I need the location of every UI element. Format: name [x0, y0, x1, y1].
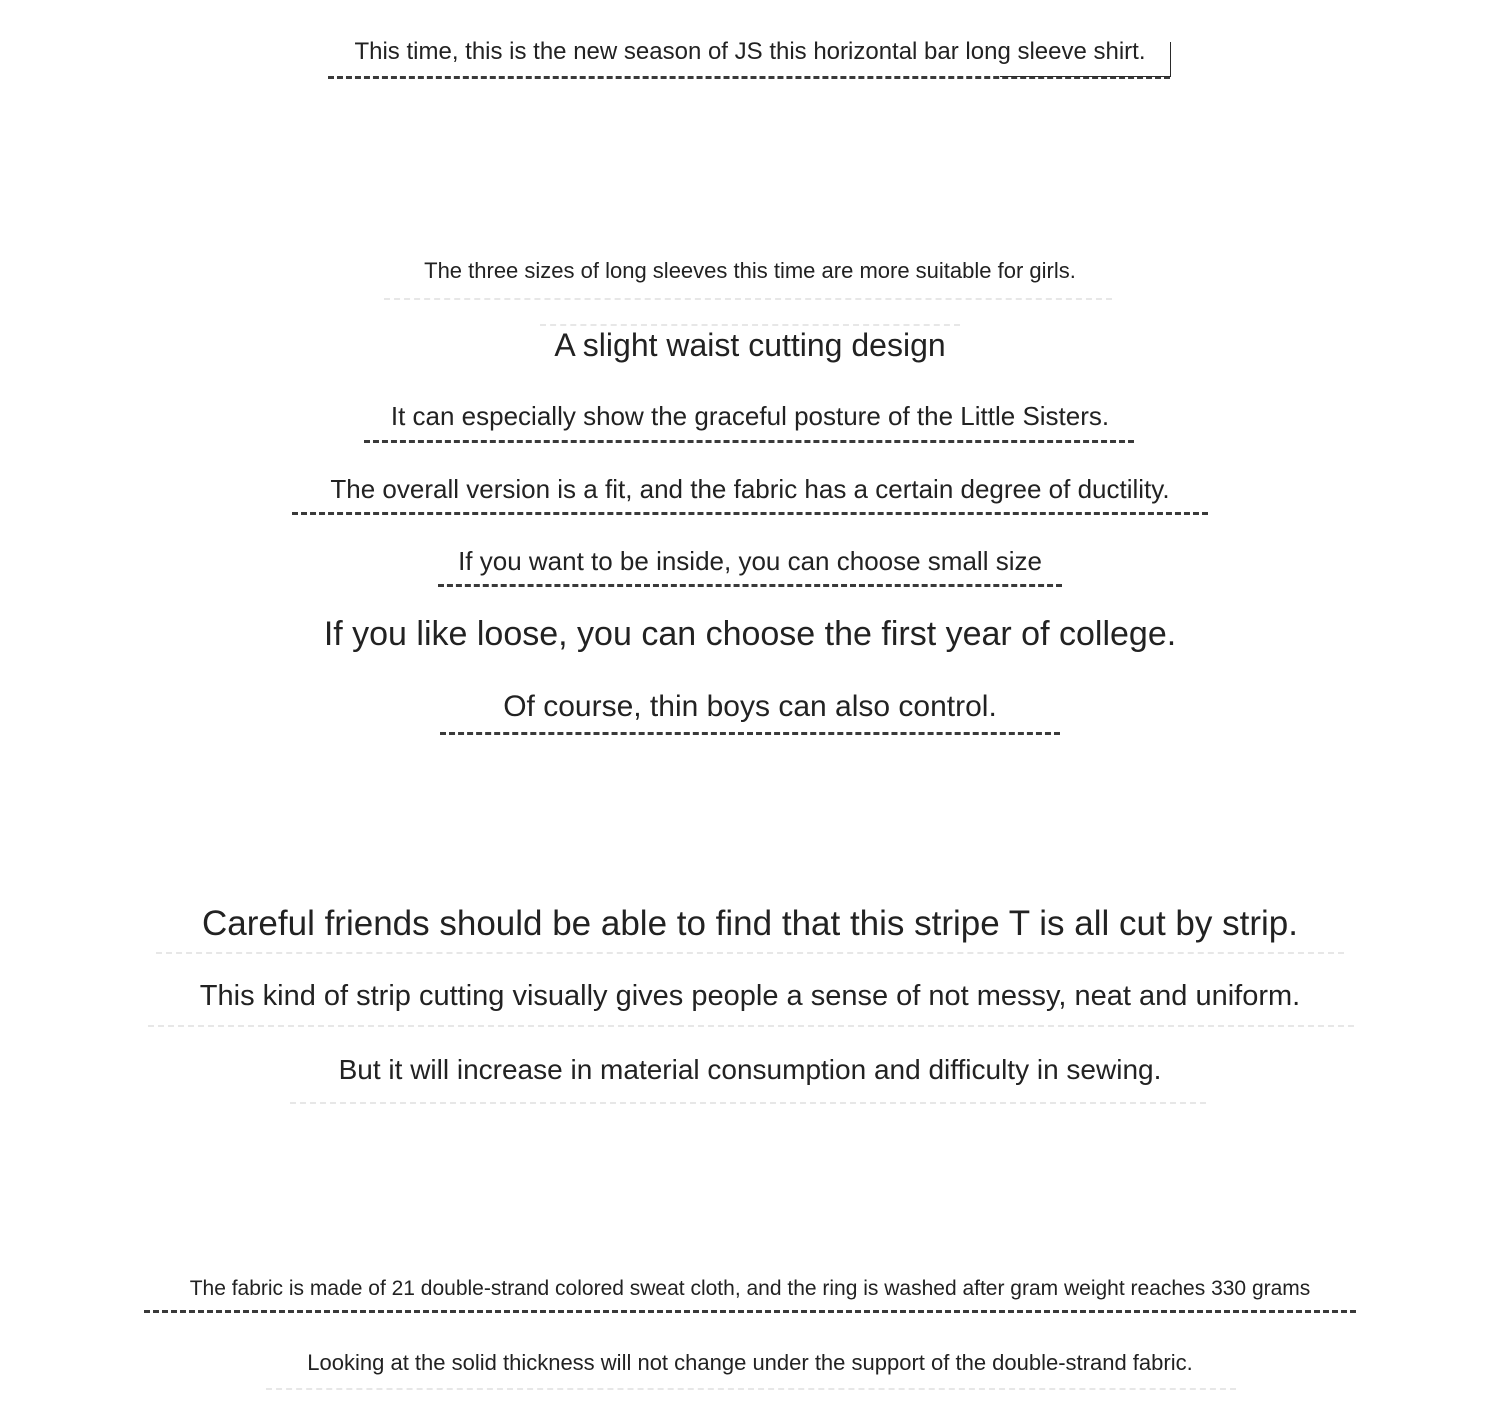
text-line-7-label: If you like loose, you can choose the first year of college.	[320, 615, 1180, 653]
text-line-8	[0, 690, 1500, 724]
text-line-12	[0, 1276, 1500, 1301]
text-line-8-label: Of course, thin boys can also control.	[499, 690, 1001, 724]
text-line-4	[0, 401, 1500, 431]
ghost-strokes-3	[540, 314, 960, 326]
text-line-13	[0, 1350, 1500, 1376]
text-line-2	[0, 258, 1500, 284]
text-line-2-label: The three sizes of long sleeves this time are more suitable for girls.	[420, 258, 1080, 284]
text-line-1	[0, 38, 1500, 66]
ghost-strokes-10	[290, 1092, 1206, 1104]
text-line-5	[0, 474, 1500, 504]
text-line-10	[0, 980, 1500, 1013]
text-line-3	[0, 327, 1500, 363]
text-line-5-label: The overall version is a fit, and the fabric has a certain degree of ductility.	[326, 474, 1173, 504]
text-line-9	[0, 904, 1500, 943]
text-line-4-label: It can especially show the graceful posture of the Little Sisters.	[387, 401, 1113, 431]
text-line-9-label: Careful friends should be able to find that this stripe T is all cut by strip.	[198, 904, 1302, 943]
text-line-10-label: This kind of strip cutting visually gives people a sense of not messy, neat and uniform.	[196, 980, 1304, 1013]
text-line-11	[0, 1054, 1500, 1086]
ghost-strokes-9	[148, 1015, 1354, 1027]
ghost-strokes-8	[156, 942, 1344, 954]
text-line-13-label: Looking at the solid thickness will not change under the support of the double-strand fabric.	[303, 1350, 1196, 1376]
text-line-6-label: If you want to be inside, you can choose small size	[454, 546, 1046, 576]
text-line-12-label: The fabric is made of 21 double-strand colored sweat cloth, and the ring is washed after gram weight reaches 330 grams	[186, 1276, 1315, 1301]
text-line-11-label: But it will increase in material consumption and difficulty in sewing.	[335, 1054, 1166, 1086]
text-line-1-label: This time, this is the new season of JS this horizontal bar long sleeve shirt.	[350, 38, 1149, 66]
ghost-strokes-12	[266, 1378, 1236, 1390]
text-line-3-label: A slight waist cutting design	[550, 327, 949, 363]
text-line-6	[0, 546, 1500, 576]
ghost-strokes-2	[384, 284, 1112, 300]
text-line-7	[0, 615, 1500, 653]
